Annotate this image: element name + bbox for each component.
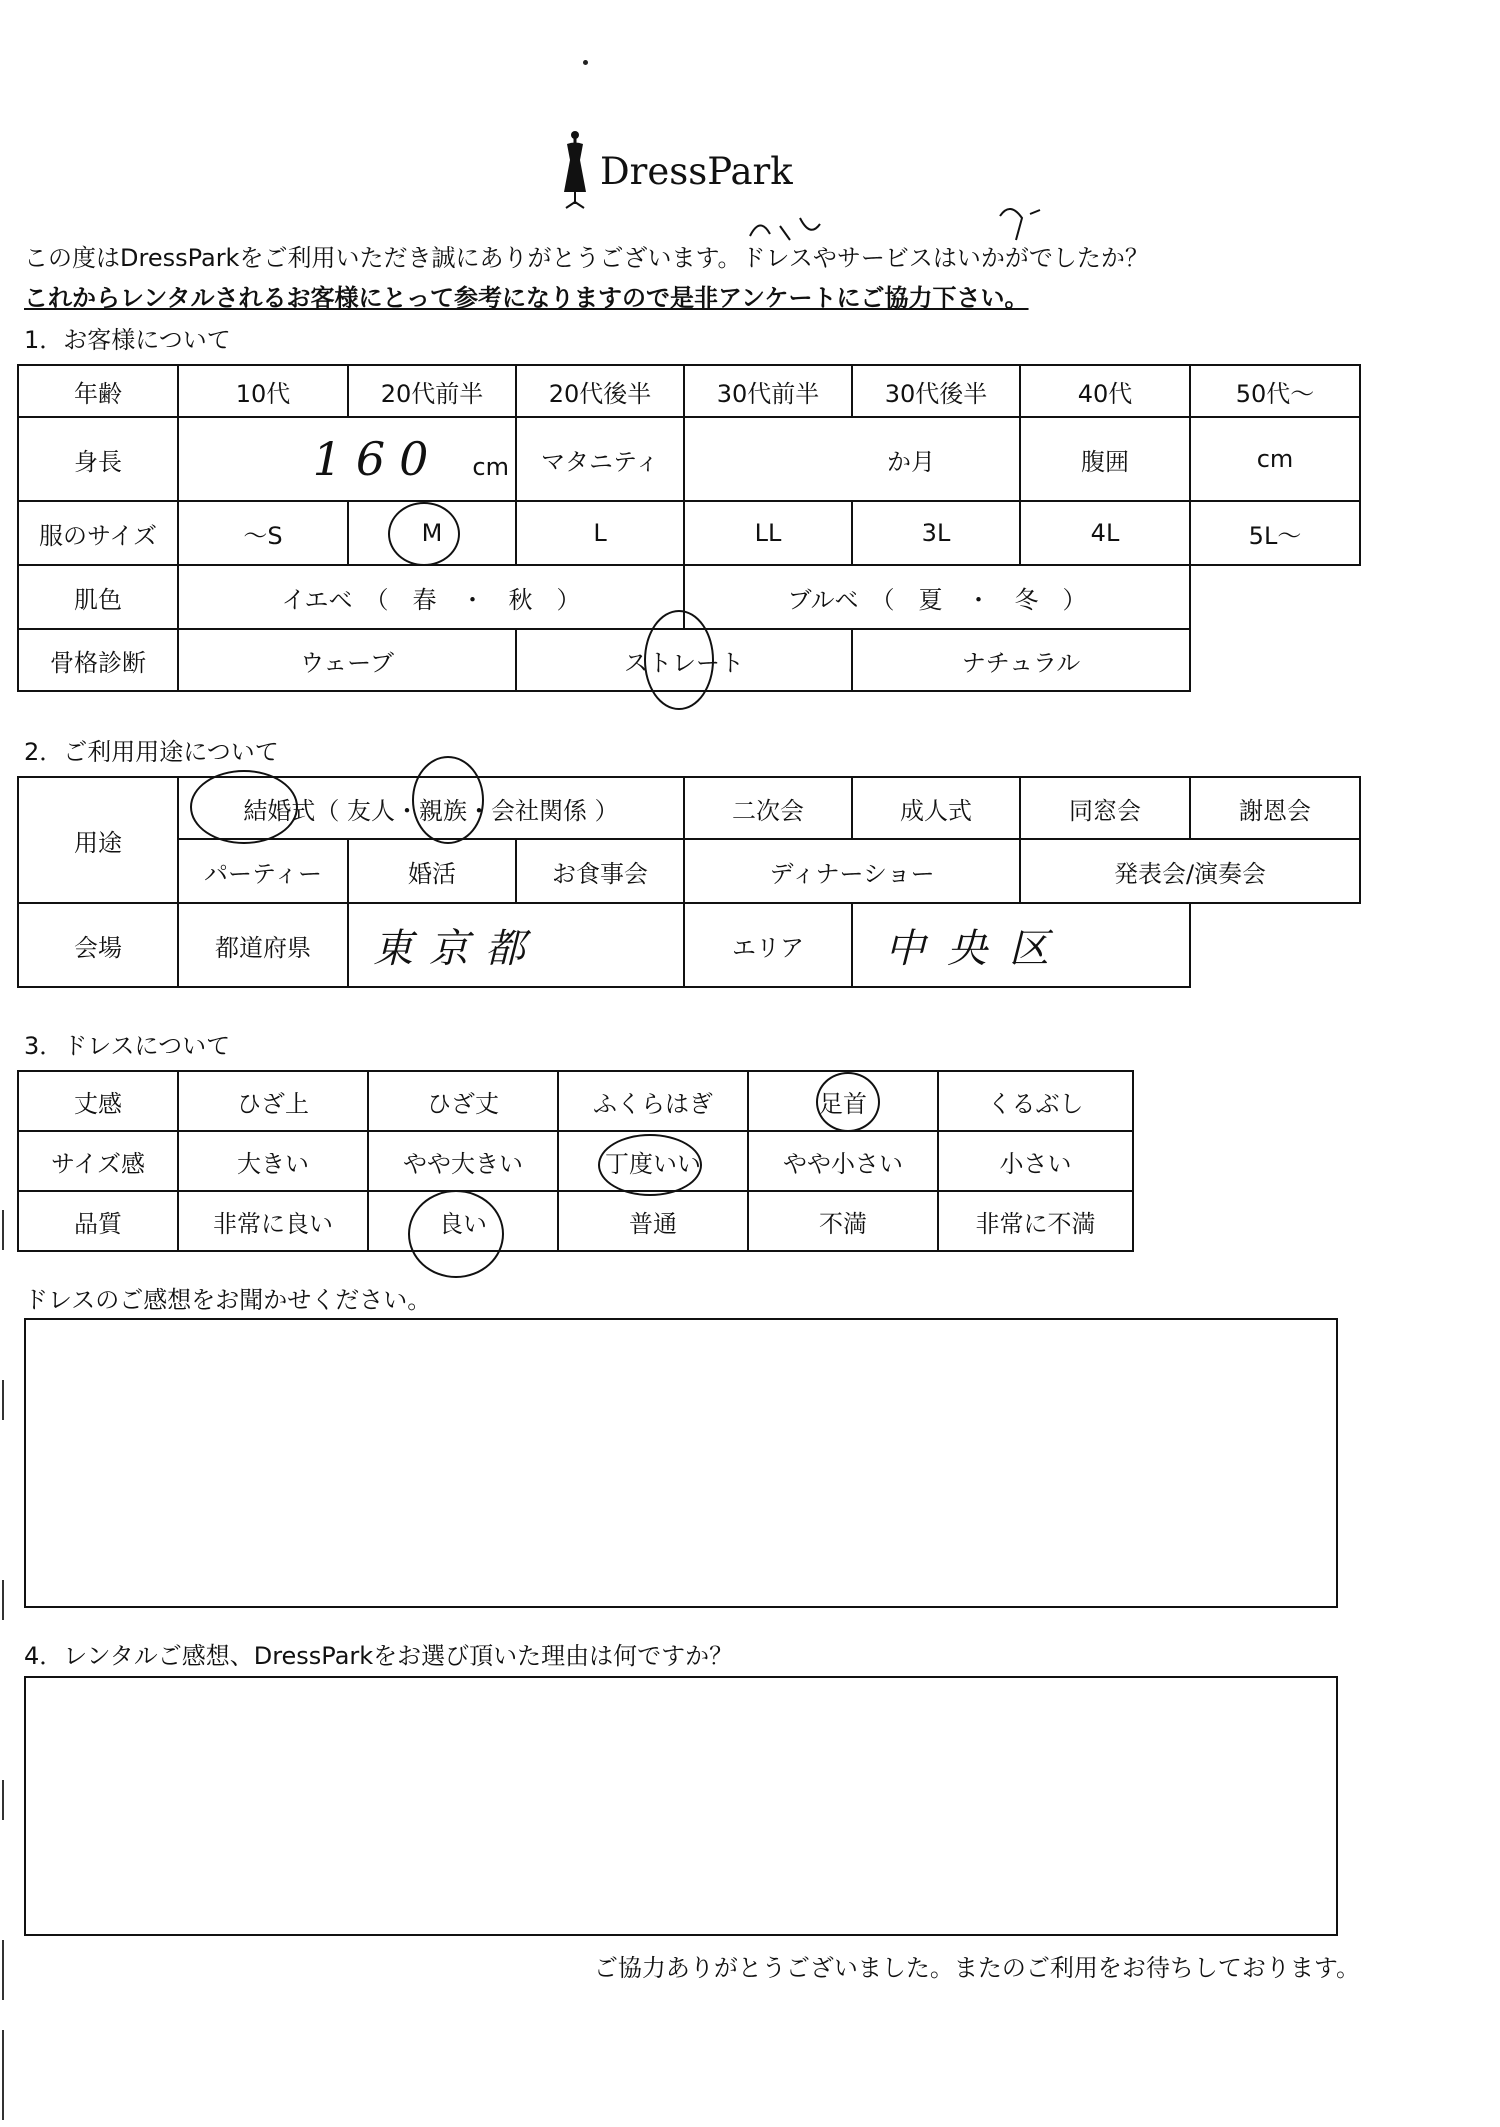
height-field[interactable] (178, 417, 516, 501)
age-row (18, 365, 1360, 417)
section-1-title: 1．お客様について (24, 326, 231, 354)
waist-field[interactable] (1190, 417, 1360, 501)
margin-mark (2, 1580, 4, 1620)
length-option[interactable]: ふくらはぎ (558, 1071, 748, 1131)
speck-mark (583, 60, 588, 65)
frame-row (18, 629, 1360, 691)
prefecture-value: 東京都 (373, 925, 541, 972)
prefecture-field[interactable] (348, 903, 684, 987)
intro-line-1: この度はDressParkをご利用いただき誠にありがとうございます。ドレスやサービスはいかがでしたか？ (24, 244, 1149, 272)
purpose-wedding[interactable]: 結婚式（ 友人・親族・会社関係 ） (178, 777, 684, 839)
purpose-label: 用途 (18, 777, 178, 903)
size-option[interactable]: 4L (1020, 501, 1190, 565)
purpose-row-1 (18, 777, 1360, 839)
length-option[interactable]: ひざ丈 (368, 1071, 558, 1131)
area-value: 中央区 (885, 925, 1072, 972)
venue-label: 会場 (18, 903, 178, 987)
logo-text: DressPark (600, 150, 793, 193)
purpose-option[interactable]: お食事会 (516, 839, 684, 903)
dress-comment-prompt: ドレスのご感想をお聞かせください。 (24, 1286, 432, 1314)
frame-option[interactable]: ウェーブ (178, 629, 516, 691)
fit-row (18, 1131, 1133, 1191)
age-option[interactable]: 30代後半 (852, 365, 1020, 417)
size-option[interactable]: L (516, 501, 684, 565)
closing-message: ご協力ありがとうございました。またのご利用をお待ちしております。 (593, 1954, 1360, 1982)
fit-option[interactable]: やや大きい (368, 1131, 558, 1191)
purpose-option[interactable]: パーティー (178, 839, 348, 903)
length-option[interactable]: ひざ上 (178, 1071, 368, 1131)
blank-cell (1190, 629, 1360, 691)
purpose-row-2 (18, 839, 1360, 903)
age-option[interactable]: 10代 (178, 365, 348, 417)
waist-label: 腹囲 (1020, 417, 1190, 501)
dress-table (17, 1070, 1134, 1252)
reason-comment-box[interactable] (24, 1676, 1338, 1936)
quality-option-selected[interactable]: 良い (368, 1191, 558, 1251)
quality-row (18, 1191, 1133, 1251)
purpose-option[interactable]: 謝恩会 (1190, 777, 1360, 839)
size-option-selected[interactable]: M (348, 501, 516, 565)
height-value: 160 (312, 432, 443, 486)
age-option[interactable]: 40代 (1020, 365, 1190, 417)
length-row (18, 1071, 1133, 1131)
quality-option[interactable]: 非常に良い (178, 1191, 368, 1251)
dress-comment-box[interactable] (24, 1318, 1338, 1608)
section-2-title: 2．ご利用用途について (24, 738, 279, 766)
quality-option[interactable]: 非常に不満 (938, 1191, 1133, 1251)
quality-option[interactable]: 普通 (558, 1191, 748, 1251)
margin-mark (2, 1940, 4, 2000)
frame-option-selected[interactable]: ストレート (516, 629, 852, 691)
frame-option[interactable]: ナチュラル (852, 629, 1190, 691)
length-option[interactable]: くるぶし (938, 1071, 1133, 1131)
maternity-label: マタニティ (516, 417, 684, 501)
section-3-title: 3．ドレスについて (24, 1032, 231, 1060)
frame-label: 骨格診断 (18, 629, 178, 691)
size-option[interactable]: 〜S (178, 501, 348, 565)
area-field[interactable] (852, 903, 1190, 987)
blank-cell (1190, 565, 1360, 629)
maternity-unit: か月 (887, 447, 935, 476)
skin-label: 肌色 (18, 565, 178, 629)
margin-mark (2, 1210, 4, 1250)
intro-line-2: これからレンタルされるお客様にとって参考になりますので是非アンケートにご協力下さい。 (24, 284, 1029, 312)
height-row (18, 417, 1360, 501)
skin-option-blue[interactable]: ブルベ （ 夏 ・ 冬 ） (684, 565, 1190, 629)
section-4-title: 4．レンタルご感想、DressParkをお選び頂いた理由は何ですか？ (24, 1642, 734, 1670)
purpose-option[interactable]: 二次会 (684, 777, 852, 839)
age-option[interactable]: 20代前半 (348, 365, 516, 417)
size-option[interactable]: 3L (852, 501, 1020, 565)
age-option[interactable]: 20代後半 (516, 365, 684, 417)
age-label: 年齢 (18, 365, 178, 417)
waist-unit: cm (1256, 445, 1294, 473)
prefecture-label: 都道府県 (178, 903, 348, 987)
dress-form-icon (560, 130, 590, 214)
fit-option[interactable]: やや小さい (748, 1131, 938, 1191)
size-row (18, 501, 1360, 565)
maternity-field[interactable] (684, 417, 1020, 501)
size-label: 服のサイズ (18, 501, 178, 565)
customer-table (17, 364, 1361, 692)
quality-label: 品質 (18, 1191, 178, 1251)
margin-mark (2, 2030, 4, 2120)
fit-option[interactable]: 小さい (938, 1131, 1133, 1191)
fit-option[interactable]: 大きい (178, 1131, 368, 1191)
fit-label: サイズ感 (18, 1131, 178, 1191)
purpose-option[interactable]: 発表会/演奏会 (1020, 839, 1360, 903)
venue-row (18, 903, 1360, 987)
margin-mark (2, 1780, 4, 1820)
age-option[interactable]: 50代〜 (1190, 365, 1360, 417)
length-label: 丈感 (18, 1071, 178, 1131)
margin-mark (2, 1380, 4, 1420)
length-option-selected[interactable]: 足首 (748, 1071, 938, 1131)
height-label: 身長 (18, 417, 178, 501)
size-option[interactable]: LL (684, 501, 852, 565)
quality-option[interactable]: 不満 (748, 1191, 938, 1251)
usage-table (17, 776, 1361, 988)
size-option[interactable]: 5L〜 (1190, 501, 1360, 565)
age-option[interactable]: 30代前半 (684, 365, 852, 417)
height-unit: cm (472, 453, 509, 481)
purpose-option[interactable]: 同窓会 (1020, 777, 1190, 839)
fit-option-selected[interactable]: 丁度いい (558, 1131, 748, 1191)
purpose-option[interactable]: 婚活 (348, 839, 516, 903)
handwritten-scribble (740, 196, 1070, 256)
area-label: エリア (684, 903, 852, 987)
blank-cell (1190, 903, 1360, 987)
skin-option-yellow[interactable]: イエベ （ 春 ・ 秋 ） (178, 565, 684, 629)
purpose-option[interactable]: 成人式 (852, 777, 1020, 839)
purpose-option[interactable]: ディナーショー (684, 839, 1020, 903)
skin-row (18, 565, 1360, 629)
